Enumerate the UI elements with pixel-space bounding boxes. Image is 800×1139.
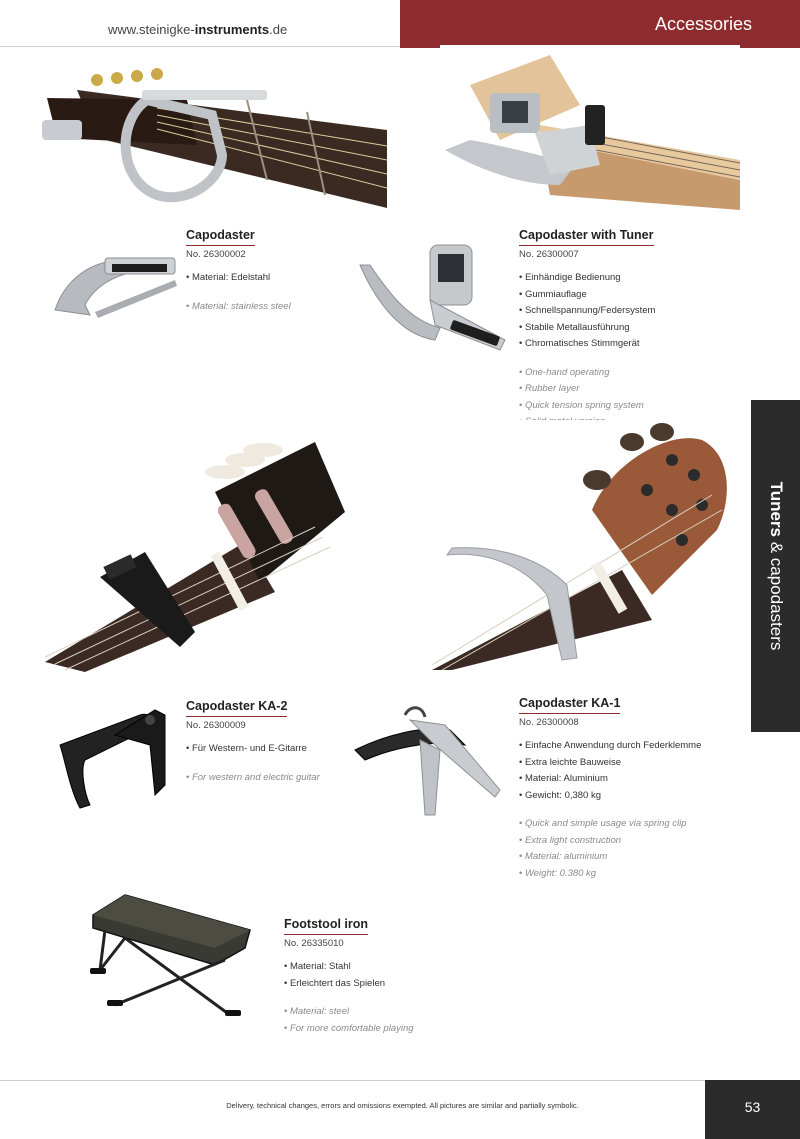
side-tab-rest: & capodasters — [766, 537, 786, 651]
page-number-box — [705, 1080, 800, 1139]
features-en — [284, 1004, 534, 1037]
section-title: Accessories — [654, 14, 752, 34]
feature-item: • Einfache Anwendung durch Federklemme — [519, 738, 749, 755]
side-tab-label — [766, 482, 786, 651]
url-suffix: .de — [269, 22, 288, 37]
product-number: No. 26300009 — [186, 720, 246, 731]
website-url[interactable] — [108, 22, 287, 37]
feature-item: • Material: steel — [284, 1004, 534, 1021]
product-image-footstool — [85, 890, 255, 1020]
photo-capodaster-ka-2 — [45, 432, 345, 672]
features-de — [519, 270, 749, 353]
features-en — [519, 816, 749, 882]
product-capodaster-with-tuner — [519, 226, 749, 447]
features-de — [284, 959, 534, 992]
header-rule — [0, 46, 400, 47]
feature-item: • Gummiauflage — [519, 287, 749, 304]
product-footstool-iron — [284, 915, 534, 1037]
feature-item: • Rubber layer — [519, 381, 749, 398]
feature-item: • Quick and simple usage via spring clip — [519, 816, 749, 833]
features-de — [519, 738, 749, 804]
product-number: No. 26335010 — [284, 938, 344, 949]
feature-item: • Material: Aluminium — [519, 771, 749, 788]
page-number: 53 — [744, 1099, 761, 1115]
url-prefix: www.steinigke- — [108, 22, 195, 37]
product-title: Capodaster KA-2 — [186, 699, 287, 717]
feature-item: • Material: Edelstahl — [186, 270, 386, 287]
photo-capodaster-with-tuner — [440, 45, 740, 210]
feature-item: • Material: Stahl — [284, 959, 534, 976]
product-number: No. 26300002 — [186, 249, 246, 260]
product-title: Capodaster KA-1 — [519, 696, 620, 714]
url-bold: instruments — [194, 22, 270, 37]
product-image-capodaster — [50, 250, 180, 325]
feature-item: • Schnellspannung/Federsystem — [519, 303, 749, 320]
product-image-capodaster-ka-1 — [350, 705, 510, 820]
feature-item: • Weight: 0.380 kg — [519, 866, 749, 883]
section-header — [400, 0, 800, 48]
footer-disclaimer: Delivery, technical changes, errors and omissions exempted. All pictures are similar and partially symbolic. — [226, 1101, 579, 1110]
product-number: No. 26300008 — [519, 717, 579, 728]
feature-item: • Material: aluminium — [519, 849, 749, 866]
feature-item: • Einhändige Bedienung — [519, 270, 749, 287]
feature-item: • For more comfortable playing — [284, 1021, 534, 1038]
feature-item: • Extra light construction — [519, 833, 749, 850]
feature-item: • Extra leichte Bauweise — [519, 755, 749, 772]
side-tab-bold: Tuners — [766, 481, 786, 538]
product-title: Capodaster with Tuner — [519, 228, 654, 246]
feature-item: • Quick tension spring system — [519, 398, 749, 415]
product-image-capodaster-ka-2 — [55, 700, 175, 810]
product-image-capodaster-with-tuner — [355, 240, 510, 355]
photo-capodaster-ka-1 — [432, 420, 742, 670]
side-category-tab[interactable] — [751, 400, 800, 732]
feature-item: • Gewicht: 0,380 kg — [519, 788, 749, 805]
photo-capodaster-on-guitar — [37, 60, 387, 210]
feature-item: • Chromatisches Stimmgerät — [519, 336, 749, 353]
product-capodaster-ka-1 — [519, 694, 749, 882]
feature-item: • Für Western- und E-Gitarre — [186, 741, 386, 758]
footer-rule — [0, 1080, 705, 1081]
feature-item: • Stabile Metallausführung — [519, 320, 749, 337]
feature-item: • Erleichtert das Spielen — [284, 976, 534, 993]
feature-item: • For western and electric guitar — [186, 770, 386, 787]
product-title: Footstool iron — [284, 917, 368, 935]
feature-item: • One-hand operating — [519, 365, 749, 382]
feature-item: • Material: stainless steel — [186, 299, 386, 316]
product-number: No. 26300007 — [519, 249, 579, 260]
product-title: Capodaster — [186, 228, 255, 246]
